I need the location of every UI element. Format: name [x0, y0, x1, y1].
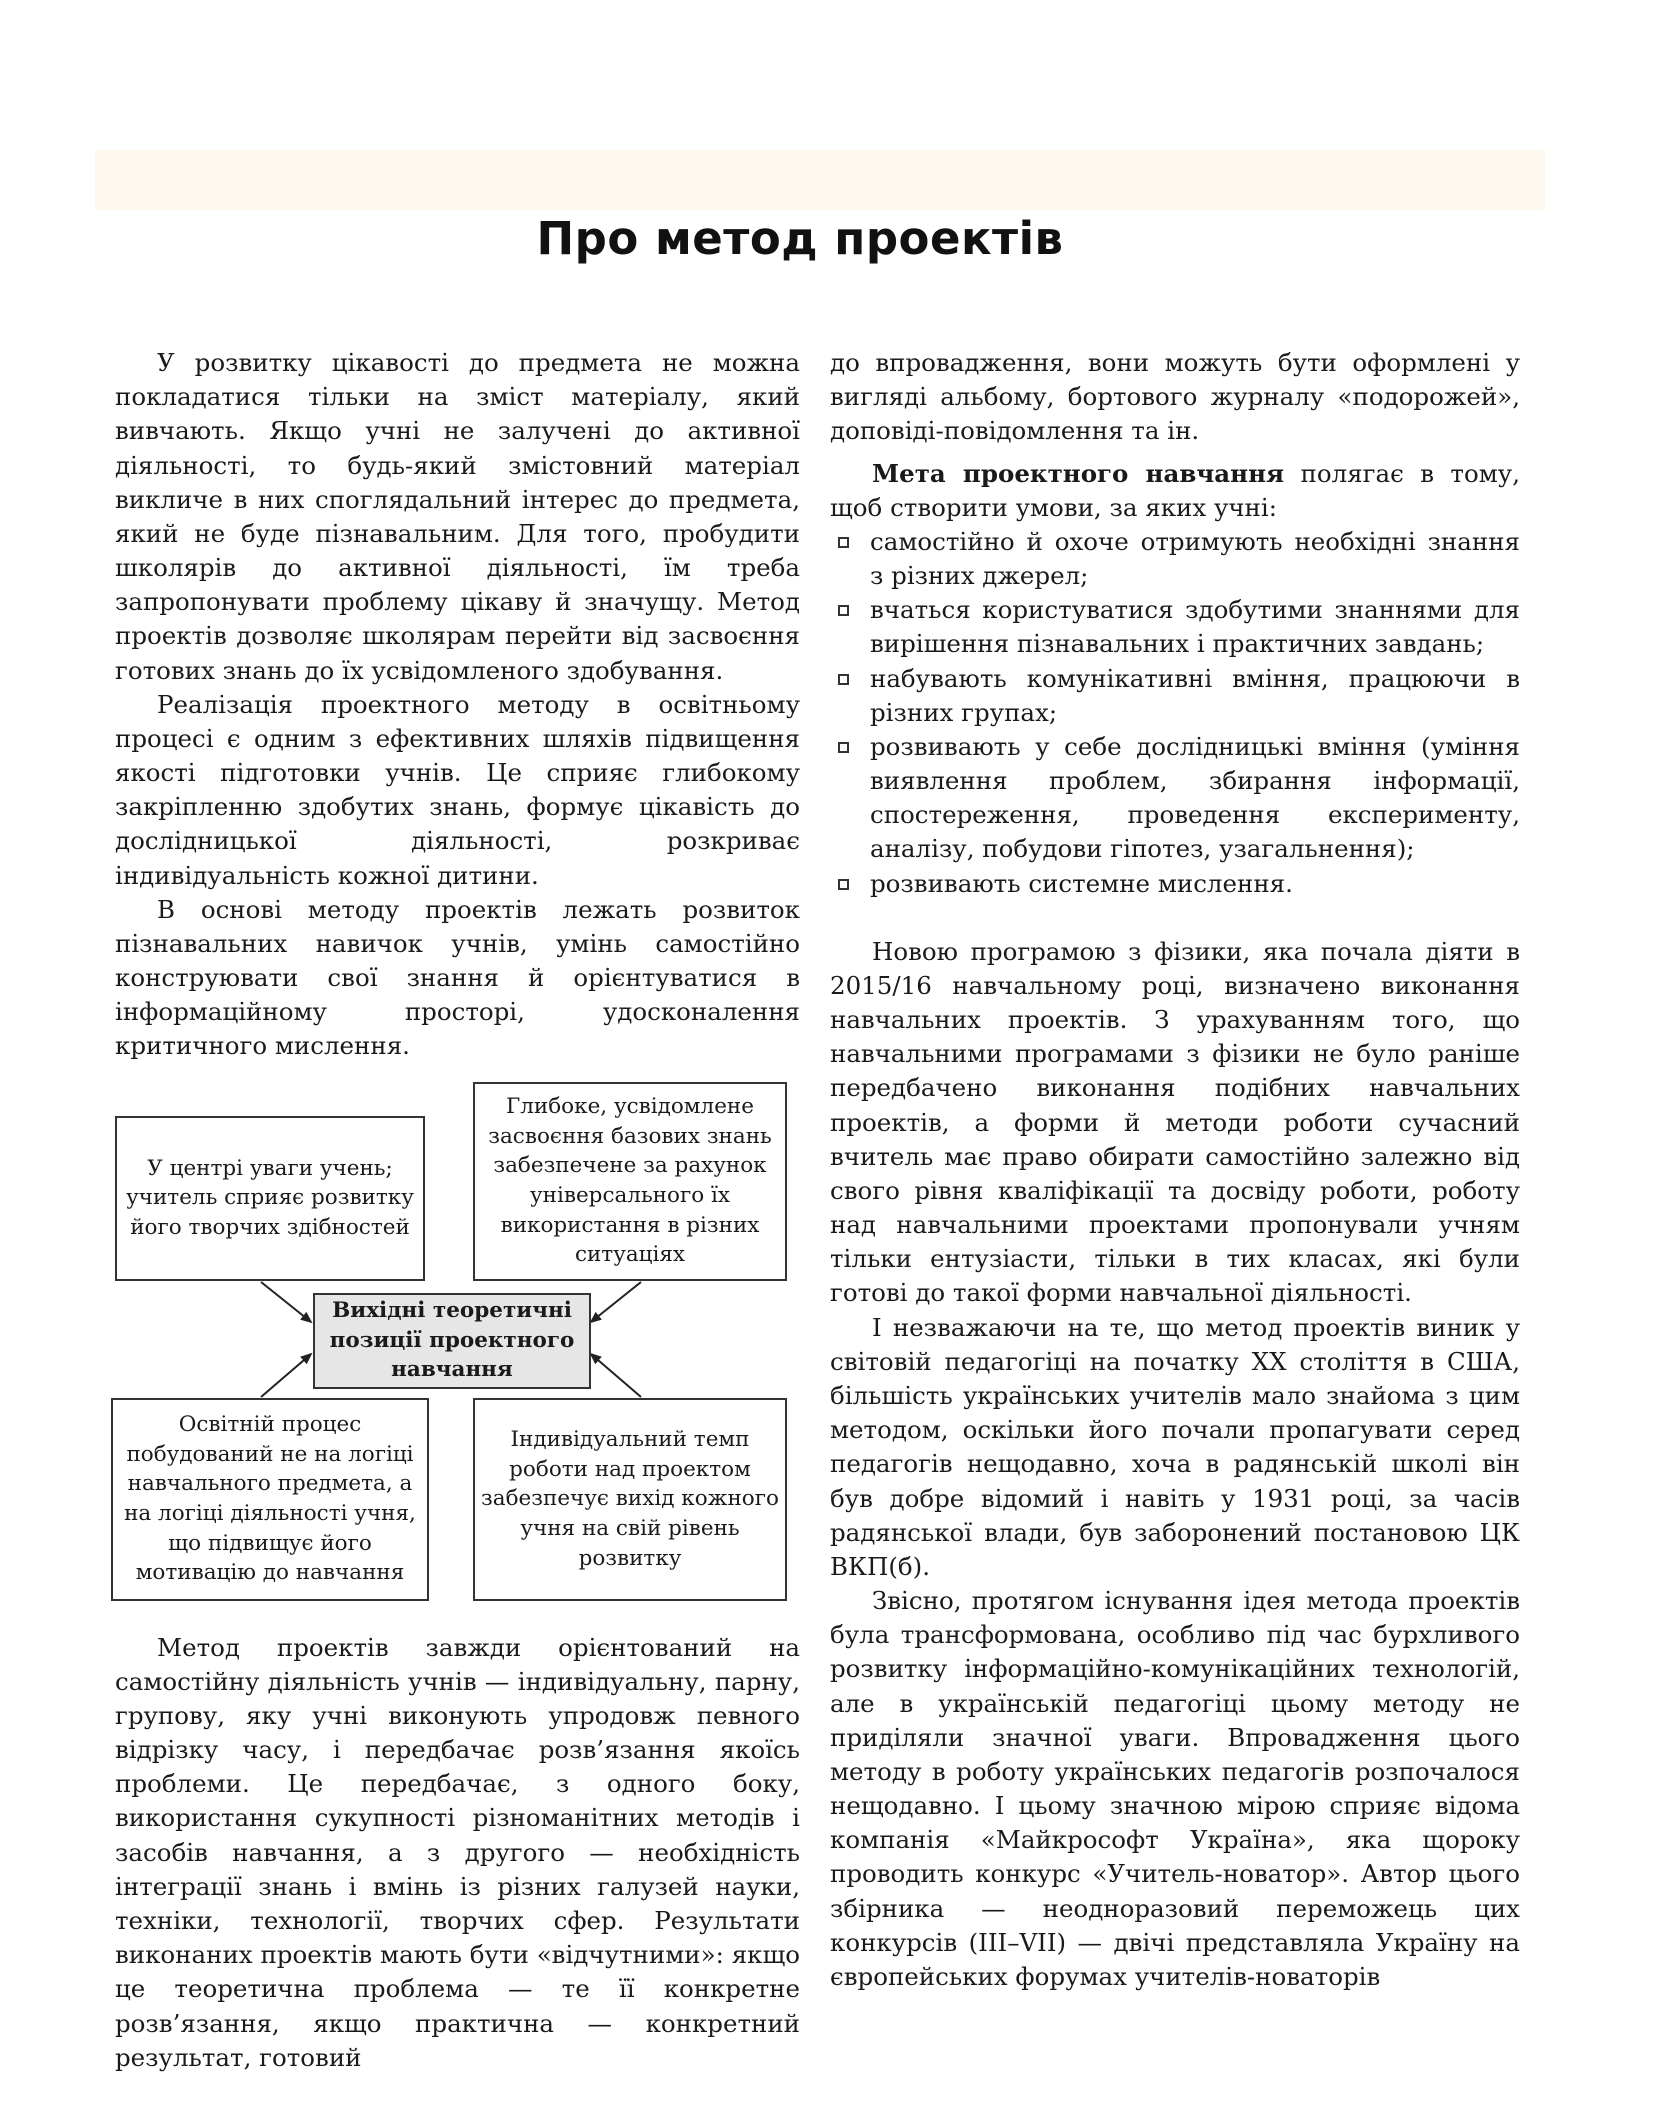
paragraph: Реалізація проектного методу в освітньому процесі є одним з ефективних шляхів підвищення якості підготовки учнів. Це сприяє глибокому закріпленню здобутих знань, формує цікавість до дослідницької діяльності, розкриває індивідуальність кожної дитини. — [115, 689, 800, 890]
square-bullet-icon — [838, 674, 849, 685]
paragraph: В основі методу проектів лежать розвиток пізнавальних навичок учнів, умінь самостійно конструювати свої знання й орієнтуватися в інформаційному просторі, удосконалення критичного мислення. — [115, 894, 800, 1061]
arrow-bottom-right — [591, 1354, 641, 1397]
paragraph: Новою програмою з фізики, яка почала діяти в 2015/16 навчальному році, визначено виконання навчальних проектів. З урахуванням того, що навчальними програмами з фізики не було раніше передбачено виконання подібних навчальних проектів, а форми й методи роботи сучасний вчитель має право обирати самостійно залежно від свого рівня кваліфікації та досвіду роботи, роботу над навчальними проектами пропонували учням тільки ентузіасти, тільки в тих класах, які були готові до такої форми навчальної діяльності. — [830, 936, 1520, 1308]
diagram-box-text: Індивідуальний темп роботи над проектом забезпечує вихід кожного учня на свій рівень розвитку — [481, 1426, 779, 1571]
diagram-box-text: У центрі уваги учень; учитель сприяє розвитку його творчих здібностей — [126, 1155, 414, 1240]
diagram-box-bottom-left — [111, 1398, 429, 1601]
list-item: вчаться користуватися здобутими знаннями для вирішення пізнавальних і практичних завдань; — [830, 593, 1520, 661]
diagram-box-text: Глибоке, усвідомлене засвоєння базових знань забезпечене за рахунок універсального їх використання в різних ситуаціях — [488, 1094, 772, 1268]
list-item: набувають комунікативні вміння, працюючи в різних групах; — [830, 662, 1520, 730]
list-item: розвивають системне мислення. — [830, 867, 1520, 901]
header-band — [95, 150, 1545, 210]
page-title: Про метод проектів — [536, 212, 1064, 265]
concept-diagram — [111, 1082, 801, 1617]
paragraph: І незважаючи на те, що метод проектів виник у світовій педагогіці на початку XX століття в США, більшість українських учителів мало знайома з цим методом, оскільки його почали пропагувати серед педагогів нещодавно, хоча в радянській школі він був добре відомий і навіть у 1931 році, за часів радянської влади, був заборонений постановою ЦК ВКП(б). — [830, 1312, 1520, 1581]
diagram-box-top-right — [473, 1082, 787, 1281]
diagram-box-bottom-right — [473, 1398, 787, 1601]
goal-term: Мета проектного навчання — [872, 458, 1285, 488]
square-bullet-icon — [838, 879, 849, 890]
arrow-top-left — [261, 1282, 311, 1322]
goal-text: полягає в тому, щоб створити умови, за яких учні: — [830, 458, 1520, 522]
square-bullet-icon — [838, 742, 849, 753]
square-bullet-icon — [838, 537, 849, 548]
goal-paragraph — [830, 457, 1520, 525]
goal-list — [830, 525, 1520, 901]
arrow-top-right — [591, 1282, 641, 1322]
paragraph: У розвитку цікавості до предмета не можна покладатися тільки на зміст матеріалу, який вивчають. Якщо учні не залучені до активної діяльності, то будь-який змістовний матеріал викличе в них споглядальний інтерес до предмета, який не буде пізнавальним. Для того, пробудити школярів до активної діяльності, їм треба запропонувати проблему цікаву й значущу. Метод проектів дозволяє школярам перейти від засвоєння готових знань до їх усвідомленого здобування. — [115, 348, 800, 685]
right-column — [830, 346, 1520, 1994]
list-item: розвивають у себе дослідницькі вміння (уміння виявлення проблем, збирання інформації, спостереження, проведення експерименту, аналізу, побудови гіпотез, узагальнення); — [830, 730, 1520, 867]
paragraph: Звісно, протягом існування ідея метода проектів була трансформована, особливо під час бурхливого розвитку інформаційно-комунікаційних технологій, але в українській педагогіці цьому методу не приділяли значної уваги. Впровадження цього методу в роботу українських педагогів розпочалося нещодавно. І цьому значною мірою сприяє відома компанія «Майкрософт Україна», яка щороку проводить конкурс «Учитель-новатор». Автор цього збірника — неодноразовий переможець цих конкурсів (III–VII) — двічі представляла Україну на європейських форумах учителів-новаторів — [830, 1586, 1520, 1991]
diagram-box-text: Вихідні теоретичні позиції проектного навчання — [329, 1298, 575, 1383]
arrow-bottom-left — [261, 1354, 311, 1397]
left-column — [115, 346, 800, 2075]
paragraph: до впровадження, вони можуть бути оформлені у вигляді альбому, бортового журналу «подорожей», доповіді-повідомлення та ін. — [830, 348, 1520, 446]
paragraph: Метод проектів завжди орієнтований на самостійну діяльність учнів — індивідуальну, парну, групову, яку учні виконують упродовж певного відрізку часу, і передбачає розв’язання якоїсь проблеми. Це передбачає, з одного боку, використання сукупності різноманітних методів і засобів навчання, а з другого — необхідність інтеграції знань і вмінь із різних галузей науки, техніки, технології, творчих сфер. Результати виконаних проектів мають бути «відчутними»: якщо це теоретична проблема — те її конкретне розв’язання, якщо практична — конкретний результат, готовий — [115, 1632, 800, 2072]
list-item: самостійно й охоче отримують необхідні знання з різних джерел; — [830, 525, 1520, 593]
diagram-box-text: Освітній процес побудований не на логіці навчального предмета, а на логіці діяльності учня, що підвищує його мотивацію до навчання — [124, 1412, 416, 1586]
diagram-box-center — [313, 1293, 591, 1389]
square-bullet-icon — [838, 605, 849, 616]
diagram-box-top-left — [115, 1116, 425, 1281]
